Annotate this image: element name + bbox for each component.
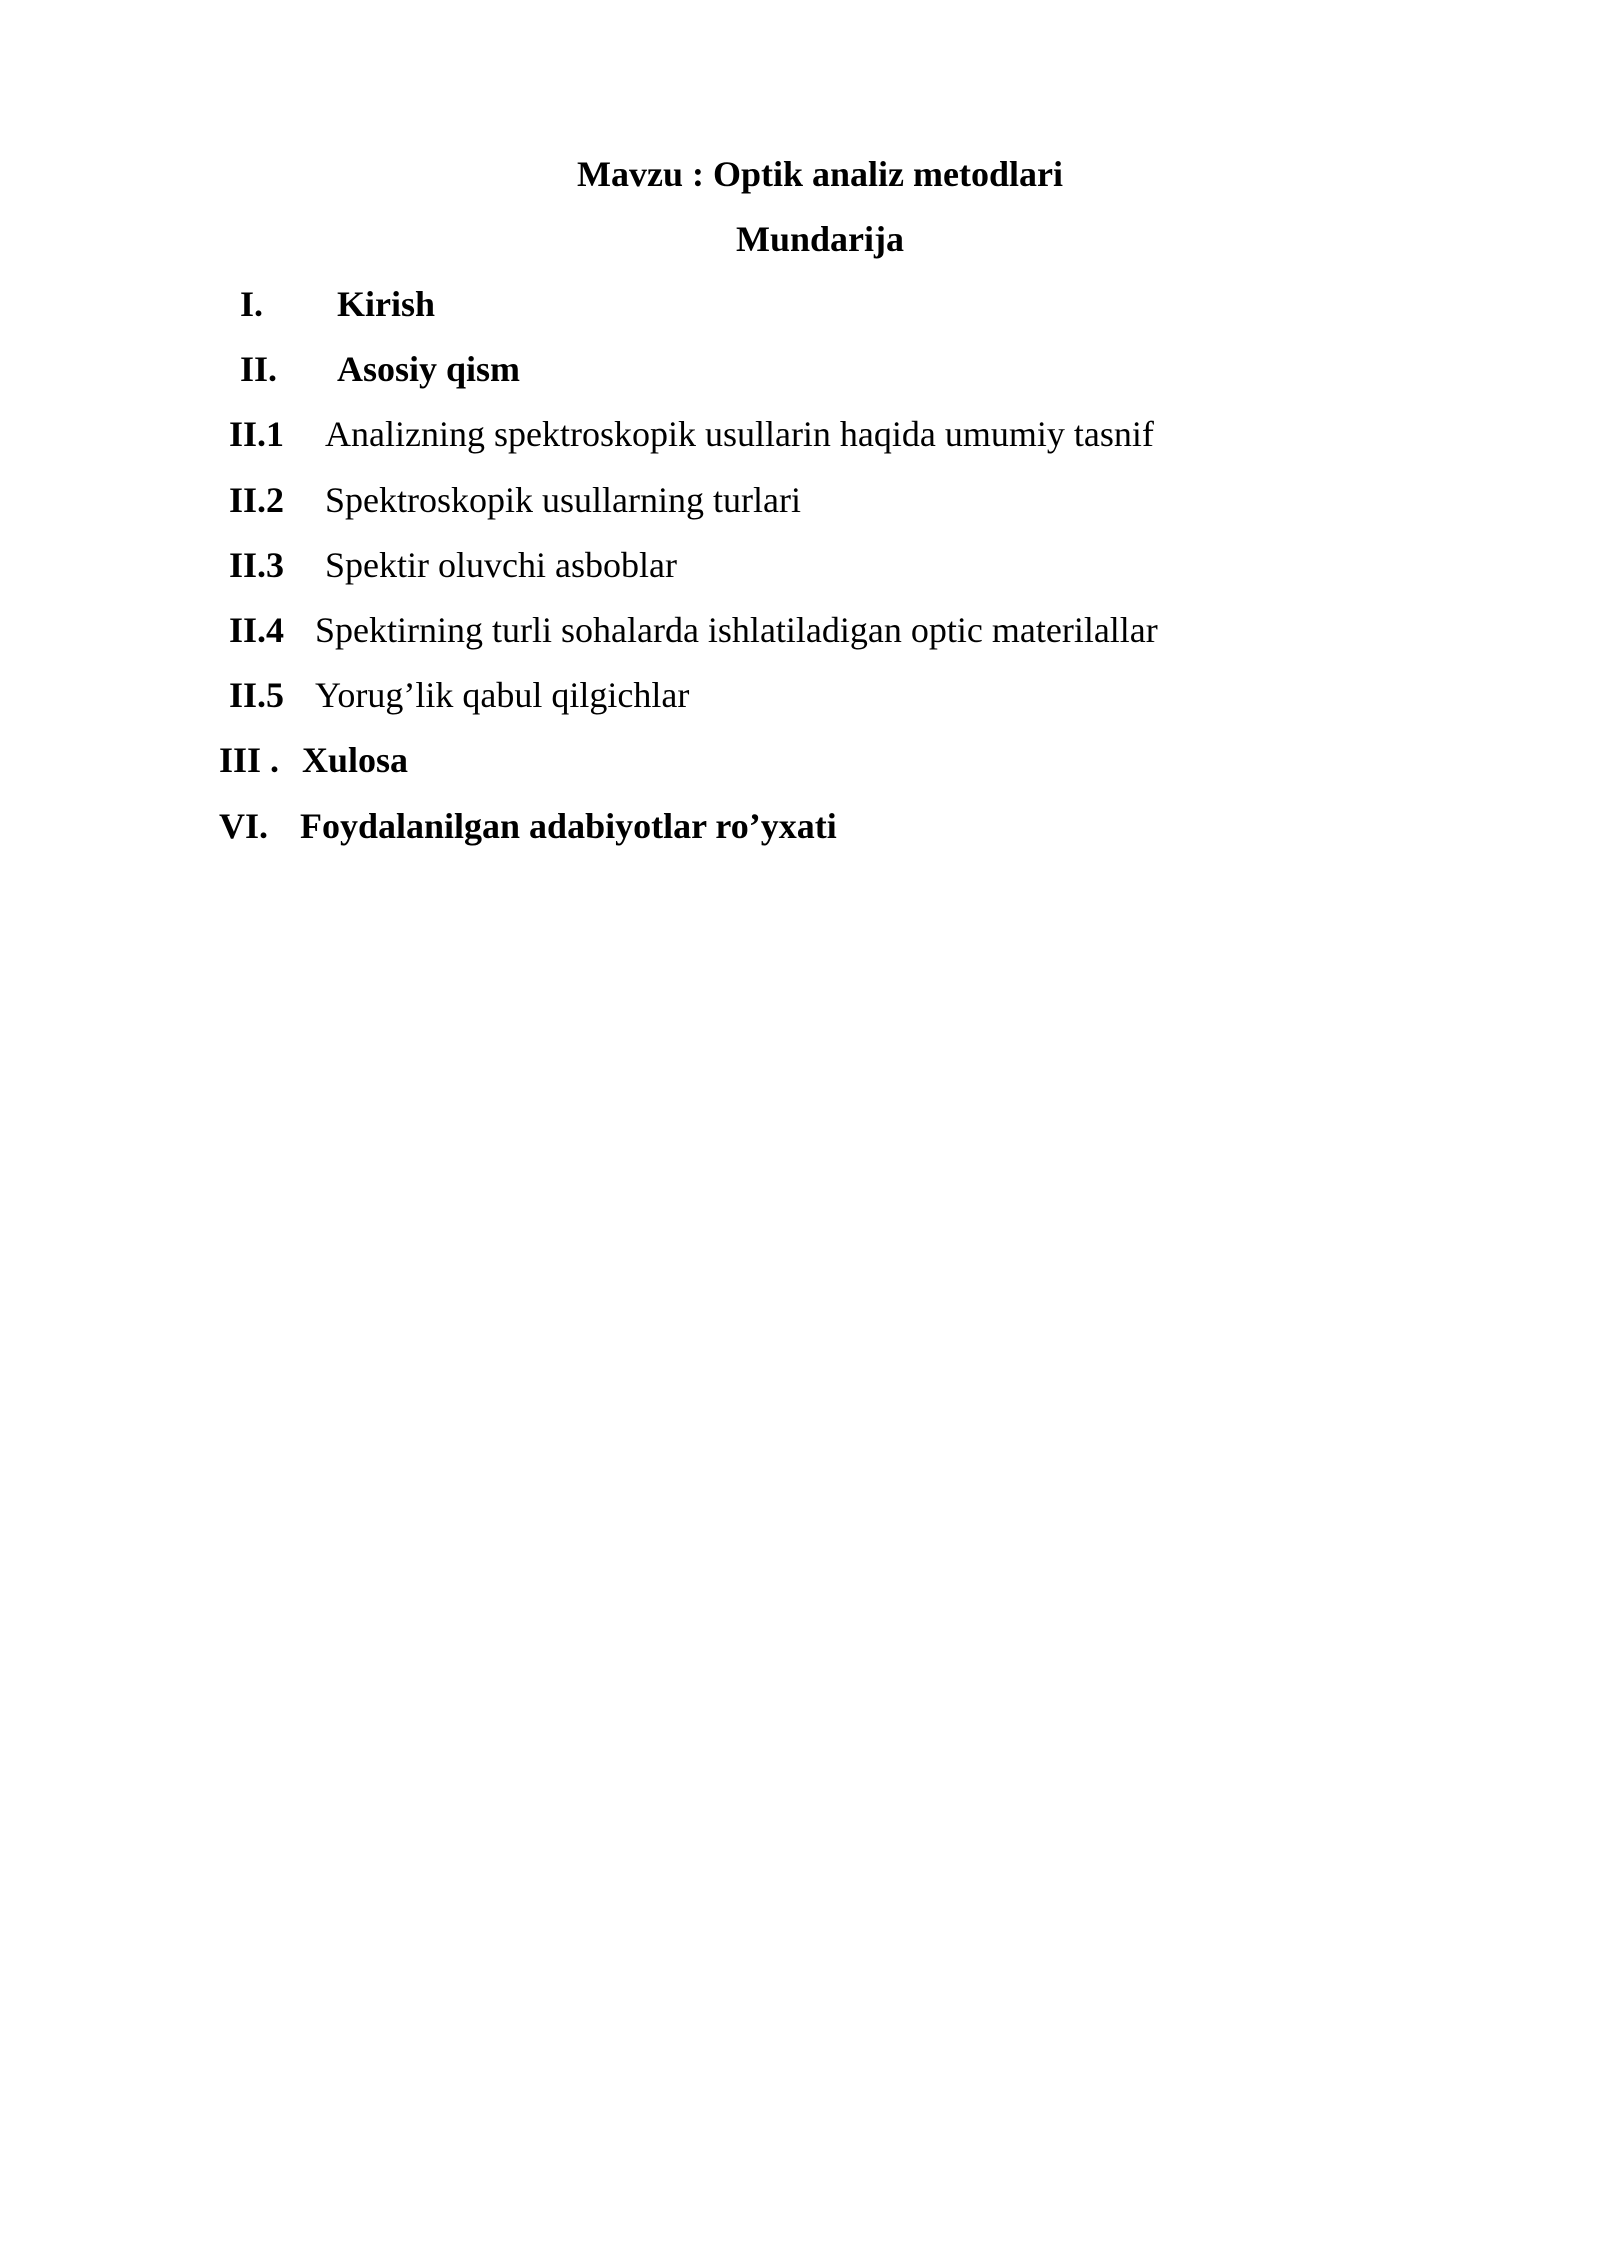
toc-entry-section-2-5: [0, 673, 1600, 738]
contents-title: Mundarija: [735, 219, 904, 259]
toc-entry-title: Spektirning turli sohalarda ishlatiladigan optic materilallar: [315, 609, 1158, 650]
toc-entry-title: Spektir oluvchi asboblar: [325, 544, 677, 585]
toc-entry-title: Xulosa: [302, 740, 409, 781]
toc-entry-references: [0, 804, 1600, 869]
toc-entry-number: II.5: [229, 675, 285, 716]
toc-entry-number: VI.: [219, 805, 269, 846]
table-of-contents: [0, 282, 1600, 869]
toc-entry-number: II.2: [229, 479, 285, 520]
toc-entry-conclusion: [0, 738, 1600, 803]
toc-entry-section-2-4: [0, 608, 1600, 673]
toc-entry-introduction: [0, 282, 1600, 347]
toc-entry-title: Foydalanilgan adabiyotlar ro’yxati: [300, 805, 837, 846]
toc-entry-title: Kirish: [337, 284, 436, 324]
toc-entry-number: II.3: [229, 544, 285, 585]
toc-entry-title: Asosiy qism: [337, 349, 521, 390]
toc-entry-number: II.1: [229, 414, 285, 455]
toc-entry-section-2-1: [0, 412, 1600, 477]
toc-entry-title: Analizning spektroskopik usullarin haqida umumiy tasnif: [325, 414, 1154, 455]
toc-entry-section-2-2: [0, 478, 1600, 543]
toc-entry-title: Yorug’lik qabul qilgichlar: [315, 675, 690, 716]
document-topic: Mavzu : Optik analiz metodlari: [577, 154, 1063, 194]
toc-entry-section-2-3: [0, 543, 1600, 608]
toc-entry-title: Spektroskopik usullarning turlari: [325, 479, 801, 520]
toc-entry-number: II.: [240, 349, 278, 390]
toc-entry-number: I.: [240, 284, 264, 324]
toc-entry-main-part: [0, 347, 1600, 412]
toc-entry-number: II.4: [229, 609, 285, 650]
toc-entry-number: III .: [219, 740, 280, 781]
